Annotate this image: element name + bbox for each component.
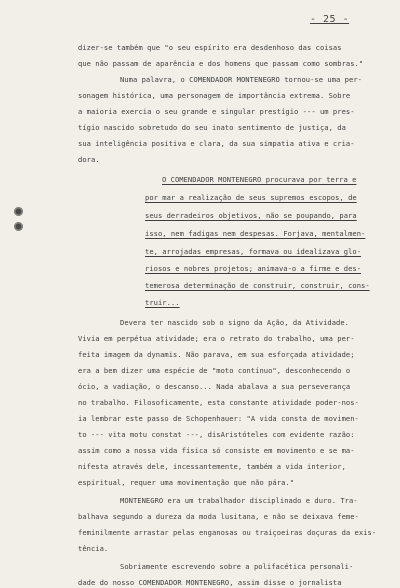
text-line: te, arrojadas empresas, formava ou idealizava glo- (145, 247, 362, 256)
text-line: temerosa determinação de construir, construir, cons- (145, 281, 370, 290)
punch-hole-lower (14, 222, 23, 231)
text-line: ia lembrar este passo de Schopenhauer: "A vida consta de movimen- (78, 414, 359, 423)
text-line: isso, nem fadigas nem despesas. Forjava, mentalmen- (145, 229, 366, 238)
text-line: sua inteligência positiva e clara, da sua simpatia ativa e cria- (78, 139, 355, 148)
text-line: dade do nosso COMENDADOR MONTENEGRO, assim disse o jornalista (78, 578, 342, 587)
text-line: Sobriamente escrevendo sobre a polifacética personali- (120, 562, 354, 571)
text-line: a maioria exercia o seu grande e singular prestígio --- um pres- (78, 107, 355, 116)
text-line: riosos e nobres projetos; animava-o a firme e des- (145, 264, 362, 273)
text-line: tígio nascido sobretudo do seu inato sentimento de justiça, da (78, 123, 346, 132)
text-line: balhava segundo a dureza da moda lusitana, e não se deixava feme- (78, 512, 359, 521)
text-line: espiritual, requer uma movimentação que não pára." (78, 478, 295, 487)
punch-hole-upper (14, 207, 23, 216)
text-line: no trabalho. Filosoficamente, esta constante atividade poder-nos- (78, 398, 359, 407)
text-line: O COMENDADOR MONTENEGRO procurava por terra e (162, 175, 357, 184)
text-line: feita imagem da dynamis. Não parava, em sua esforçada atividade; (78, 350, 355, 359)
text-line: seus derradeiros objetivos, não se poupando, para (145, 211, 357, 220)
text-line: sonagem histórica, uma personagem de importância extrema. Sobre (78, 91, 351, 100)
text-line: ócio, a vadiação, o descanso... Nada abalava a sua perseverança (78, 382, 351, 391)
text-line: por mar a realização de seus supremos escopos, de (145, 193, 357, 202)
text-line: dora. (78, 155, 100, 164)
text-line: MONTENEGRO era um trabalhador disciplinado e duro. Tra- (120, 496, 358, 505)
text-line: dizer-se também que "o seu espírito era desdenhoso das coisas (78, 43, 342, 52)
text-line: truir... (145, 298, 180, 307)
text-line: feminilmente arrastar pelas enganosas ou traiçoeiras doçuras da exis- (78, 528, 377, 537)
text-line: Vivia em perpétua atividade; era o retrato do trabalho, uma per- (78, 334, 355, 343)
text-line: era a bem dizer uma espécie de "moto contínuo", desconhecendo o (78, 366, 351, 375)
text-line: Numa palavra, o COMENDADOR MONTENEGRO tornou-se uma per- (120, 75, 362, 84)
text-line: que não passam de aparência e dos homens que passam como sombras." (78, 59, 364, 68)
text-line: to --- vita motu constat ---, disAristóteles com evidente razão: (78, 430, 355, 439)
text-line: nifesta através dele, incessantemente, também a vida interior, (78, 462, 346, 471)
text-line: Devera ter nascido sob o signo da Ação, da Atividade. (120, 318, 350, 327)
text-line: assim como a nossa vida física só consiste em movimento e se ma- (78, 446, 355, 455)
text-line: tência. (78, 544, 109, 553)
page-number: - 25 - (310, 14, 350, 25)
